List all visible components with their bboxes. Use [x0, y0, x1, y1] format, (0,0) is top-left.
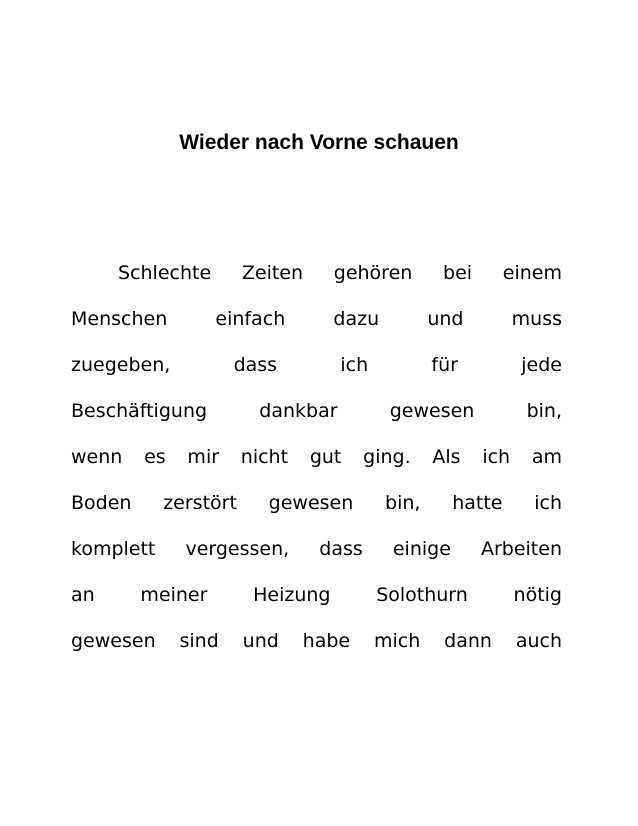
- paragraph-line: komplett vergessen, dass einige Arbeiten: [71, 538, 562, 560]
- paragraph-line: gewesen sind und habe mich dann auch: [71, 630, 562, 652]
- paragraph-line: an meiner Heizung Solothurn nötig: [71, 584, 562, 606]
- document-title: Wieder nach Vorne schauen: [179, 131, 459, 154]
- paragraph-line: Boden zerstört gewesen bin, hatte ich: [71, 492, 562, 514]
- paragraph-line: Menschen einfach dazu und muss: [71, 308, 562, 330]
- paragraph-line: Beschäftigung dankbar gewesen bin,: [71, 400, 562, 422]
- paragraph-line: Schlechte Zeiten gehören bei einem: [118, 262, 562, 284]
- paragraph-line: zuegeben, dass ich für jede: [71, 354, 562, 376]
- document-body: [71, 250, 562, 664]
- paragraph-line: wenn es mir nicht gut ging. Als ich am: [71, 446, 562, 468]
